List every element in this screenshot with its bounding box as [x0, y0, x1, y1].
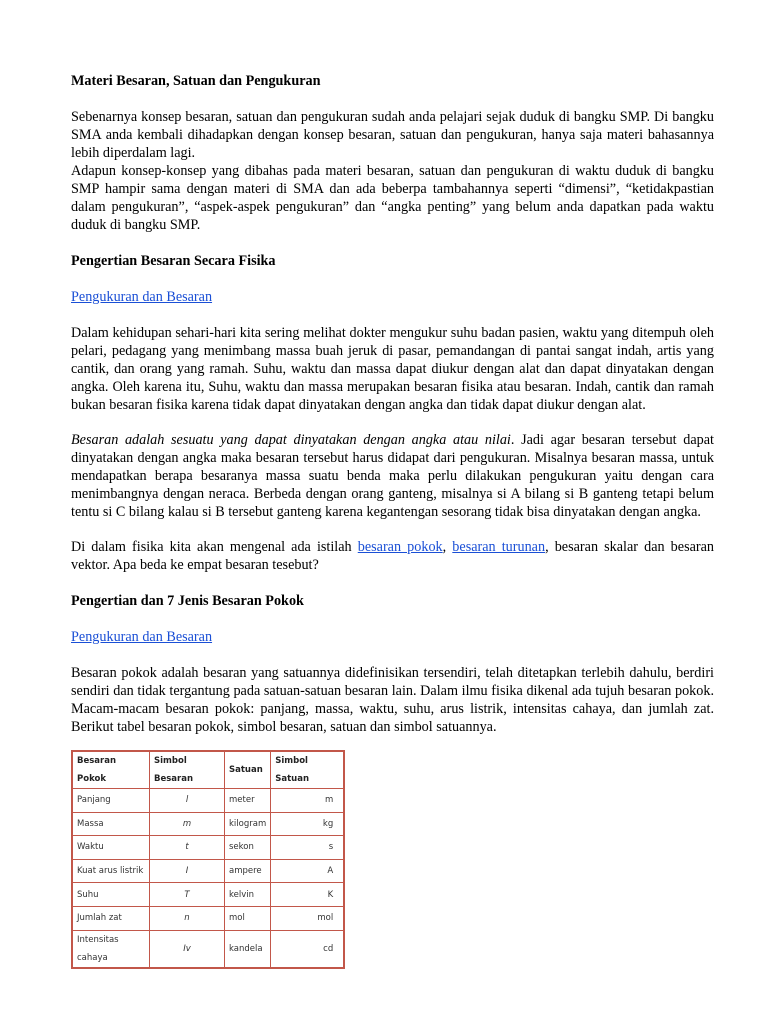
table-cell-simbol-satuan: A — [271, 859, 345, 883]
link-besaran-turunan[interactable]: besaran turunan — [452, 539, 546, 555]
section1-paragraph-3-start: Di dalam fisika kita akan mengenal ada istilah — [71, 539, 358, 555]
table-cell-simbol: n — [150, 906, 225, 930]
intro-paragraph-2: Adapun konsep-konsep yang dibahas pada materi besaran, satuan dan pengukuran di waktu duduk di bangku SMP hampir sama dengan materi di SMA dan ada beberpa tambahannya seperti “dimensi”, “ketidakpastian dalam pengukuran”, “aspek-aspek pengukuran” dan “angka penting” yang belum anda dapatkan pada waktu duduk di bangku SMP. — [71, 163, 714, 233]
section-heading-besaran-pokok: Pengertian dan 7 Jenis Besaran Pokok — [71, 593, 304, 609]
section-heading-besaran: Pengertian Besaran Secara Fisika — [71, 253, 276, 269]
definition-italic: Besaran adalah sesuatu yang dapat dinyatakan dengan angka atau nilai — [71, 432, 511, 448]
table-row — [72, 930, 344, 968]
table-cell-simbol: l — [150, 789, 225, 813]
table-cell-besaran: Intensitas cahaya — [72, 930, 150, 968]
table-cell-besaran: Massa — [72, 812, 150, 836]
table-cell-satuan: kandela — [225, 930, 271, 968]
table-cell-simbol-satuan: cd — [271, 930, 345, 968]
page-title: Materi Besaran, Satuan dan Pengukuran — [71, 73, 321, 89]
table-cell-satuan: mol — [225, 906, 271, 930]
table-header-cell: Satuan — [225, 751, 271, 789]
table-cell-simbol: I — [150, 859, 225, 883]
link-besaran-pokok[interactable]: besaran pokok — [357, 539, 443, 555]
section2-link-paragraph — [71, 628, 714, 646]
table-header-cell: Simbol Besaran — [150, 751, 225, 789]
table-cell-besaran: Kuat arus listrik — [72, 859, 150, 883]
table-row — [72, 859, 344, 883]
section1-paragraph-3-end: , besaran skalar dan besaran vektor. Apa beda ke empat besaran tesebut? — [71, 539, 715, 573]
table-cell-simbol-satuan: m — [271, 789, 345, 813]
section1-link-paragraph — [71, 288, 714, 306]
document-body — [71, 72, 714, 969]
table-cell-simbol-satuan: kg — [271, 812, 345, 836]
table-cell-satuan: meter — [225, 789, 271, 813]
table-cell-besaran: Jumlah zat — [72, 906, 150, 930]
section1-paragraph-2-rest: . Jadi agar besaran tersebut dapat dinyatakan dengan angka maka besaran tersebut harus didapat dari pengukuran. Misalnya besaran massa, untuk mendapatkan berapa besaranya massa suatu benda maka perlu dilakukan pengukuran yaitu dengan cara menimbangnya dengan neraca. Berbeda dengan orang ganteng, misalnya si A bilang si B ganteng tetapi belum tentu si C bilang kalau si B tersebut ganteng karena kegantengan sesorang tidak bisa dinyatakan dengan angka. — [71, 432, 714, 520]
section1-paragraph-3 — [71, 538, 714, 574]
table-cell-simbol: t — [150, 836, 225, 860]
table-header-row — [72, 751, 344, 789]
table-header-cell: Simbol Satuan — [271, 751, 345, 789]
section1-paragraph-2 — [71, 431, 714, 521]
table-row — [72, 906, 344, 930]
intro-paragraph-1: Sebenarnya konsep besaran, satuan dan pengukuran sudah anda pelajari sejak duduk di bangku SMP. Di bangku SMA anda kembali dihadapkan dengan konsep besaran, satuan dan pengukuran, hanya saja materi bahasannya lebih diperdalam lagi. — [71, 109, 714, 161]
table-row — [72, 836, 344, 860]
table-row — [72, 812, 344, 836]
table-header-cell: Besaran Pokok — [72, 751, 150, 789]
table-cell-simbol: m — [150, 812, 225, 836]
table-cell-besaran: Panjang — [72, 789, 150, 813]
table-row — [72, 883, 344, 907]
table-cell-satuan: kilogram — [225, 812, 271, 836]
section2-paragraph-1: Besaran pokok adalah besaran yang satuannya didefinisikan tersendiri, telah ditetapkan terlebih dahulu, berdiri sendiri dan tidak tergantung pada satuan-satuan besaran lain. Dalam ilmu fisika dikenal ada tujuh besaran pokok. Macam-macam besaran pokok: panjang, massa, waktu, suhu, arus listrik, intensitas cahaya, dan jumlah zat. Berikut tabel besaran pokok, simbol besaran, satuan dan simbol satuannya. — [71, 665, 714, 735]
table-cell-simbol: T — [150, 883, 225, 907]
table-cell-simbol-satuan: s — [271, 836, 345, 860]
link-pengukuran-dan-besaran-1[interactable]: Pengukuran dan Besaran — [71, 289, 213, 305]
table-cell-simbol-satuan: mol — [271, 906, 345, 930]
table-cell-besaran: Waktu — [72, 836, 150, 860]
table-cell-simbol: Iv — [150, 930, 225, 968]
link-pengukuran-dan-besaran-2[interactable]: Pengukuran dan Besaran — [71, 629, 213, 645]
table-cell-simbol-satuan: K — [271, 883, 345, 907]
table-cell-satuan: sekon — [225, 836, 271, 860]
besaran-pokok-table — [71, 750, 345, 969]
table-row — [72, 789, 344, 813]
table-cell-satuan: kelvin — [225, 883, 271, 907]
section1-paragraph-1: Dalam kehidupan sehari-hari kita sering melihat dokter mengukur suhu badan pasien, waktu yang ditempuh oleh pelari, pedagang yang menimbang massa buah jeruk di pasar, pemandangan di pantai sangat indah, artis yang cantik, dan orang yang ramah. Suhu, waktu dan massa dapat diukur dengan alat dan dapat dinyatakan dengan angka. Oleh karena itu, Suhu, waktu dan massa merupakan besaran fisika atau besaran. Indah, cantik dan ramah bukan besaran fisika karena tidak dapat dinyatakan dengan angka dan tidak dapat diukur dengan alat. — [71, 325, 714, 413]
table-cell-besaran: Suhu — [72, 883, 150, 907]
table-cell-satuan: ampere — [225, 859, 271, 883]
section1-paragraph-3-separator: , — [442, 539, 453, 555]
